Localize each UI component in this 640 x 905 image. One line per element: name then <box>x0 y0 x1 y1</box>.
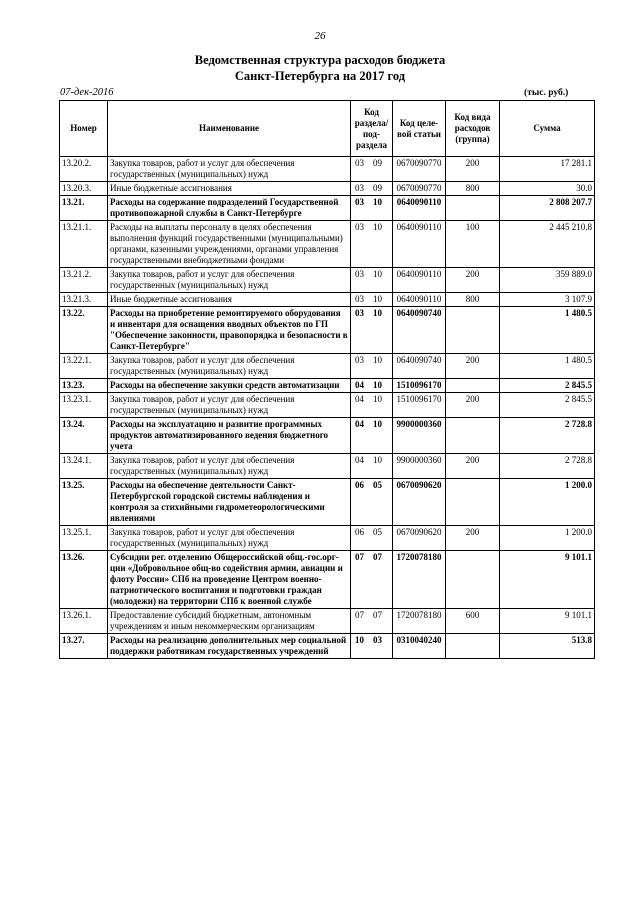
row-sum: 1 200.0 <box>500 526 595 551</box>
row-podrazdel-code: 09 <box>373 158 382 168</box>
row-kvr <box>446 479 500 526</box>
row-name: Иные бюджетные ассигнования <box>108 182 351 196</box>
row-razdel-code: 03 <box>355 294 364 304</box>
row-razdel <box>351 268 393 293</box>
table-header-row <box>60 101 595 157</box>
row-razdel <box>351 634 393 659</box>
row-name: Расходы на приобретение ремонтируемого оборудования и инвентаря для оснащения вводных объектов по ГП "Обеспечение законности, правопорядка и безопасности в Санкт-Петербурге" <box>108 307 351 354</box>
row-number: 13.25.1. <box>60 526 108 551</box>
table-row <box>60 182 595 196</box>
row-number: 13.23.1. <box>60 393 108 418</box>
row-razdel-code: 07 <box>355 552 364 562</box>
row-name: Закупка товаров, работ и услуг для обеспечения государственных (муниципальных) нужд <box>108 393 351 418</box>
row-sum: 9 101.1 <box>500 609 595 634</box>
row-kcs: 9900000360 <box>393 454 446 479</box>
row-podrazdel-code: 05 <box>373 480 382 490</box>
table-row <box>60 526 595 551</box>
row-razdel <box>351 526 393 551</box>
header-number: Номер <box>60 101 108 157</box>
row-kvr: 100 <box>446 221 500 268</box>
row-name: Закупка товаров, работ и услуг для обеспечения государственных (муниципальных) нужд <box>108 354 351 379</box>
row-razdel-code: 04 <box>355 380 364 390</box>
row-name: Закупка товаров, работ и услуг для обеспечения государственных (муниципальных) нужд <box>108 526 351 551</box>
row-kvr: 600 <box>446 609 500 634</box>
row-razdel-code: 04 <box>355 419 364 429</box>
row-name: Закупка товаров, работ и услуг для обеспечения государственных (муниципальных) нужд <box>108 268 351 293</box>
row-sum: 2 445 210.8 <box>500 221 595 268</box>
row-sum: 359 889.0 <box>500 268 595 293</box>
row-kcs: 0640090740 <box>393 354 446 379</box>
row-razdel <box>351 418 393 454</box>
row-number: 13.25. <box>60 479 108 526</box>
row-razdel-code: 03 <box>355 222 364 232</box>
row-name: Расходы на обеспечение закупки средств автоматизации <box>108 379 351 393</box>
row-kcs: 0670090770 <box>393 182 446 196</box>
table-row <box>60 393 595 418</box>
table-row <box>60 196 595 221</box>
row-kcs: 0640090110 <box>393 293 446 307</box>
row-kvr: 200 <box>446 354 500 379</box>
row-name: Закупка товаров, работ и услуг для обеспечения государственных (муниципальных) нужд <box>108 157 351 182</box>
row-kcs: 0670090620 <box>393 526 446 551</box>
row-razdel-code: 04 <box>355 455 364 465</box>
row-number: 13.26. <box>60 551 108 609</box>
row-kcs: 0640090110 <box>393 221 446 268</box>
table-row <box>60 418 595 454</box>
row-razdel <box>351 479 393 526</box>
row-sum: 2 845.5 <box>500 393 595 418</box>
row-kcs: 1720078180 <box>393 609 446 634</box>
header-kvr: Код вида расходов (группа) <box>446 101 500 157</box>
row-razdel <box>351 196 393 221</box>
row-kcs: 0310040240 <box>393 634 446 659</box>
row-number: 13.21. <box>60 196 108 221</box>
row-podrazdel-code: 03 <box>373 635 382 645</box>
row-razdel-code: 03 <box>355 308 364 318</box>
row-sum: 1 200.0 <box>500 479 595 526</box>
document-date: 07-дек-2016 <box>60 87 114 98</box>
table-row <box>60 634 595 659</box>
row-sum: 17 281.1 <box>500 157 595 182</box>
row-number: 13.27. <box>60 634 108 659</box>
row-number: 13.20.2. <box>60 157 108 182</box>
row-number: 13.22. <box>60 307 108 354</box>
row-kvr: 800 <box>446 293 500 307</box>
title-line-1: Ведомственная структура расходов бюджета <box>194 53 446 67</box>
table-row <box>60 268 595 293</box>
row-number: 13.24.1. <box>60 454 108 479</box>
row-podrazdel-code: 10 <box>373 355 382 365</box>
row-razdel-code: 03 <box>355 269 364 279</box>
row-podrazdel-code: 10 <box>373 455 382 465</box>
title-line-2: Санкт-Петербурга на 2017 год <box>234 69 406 83</box>
row-kvr <box>446 418 500 454</box>
row-name: Субсидии рег. отделению Общероссийской общ.-гос.орг-ции «Добровольное общ-во содействия армии, авиации и флоту России» СПб на проведение Центром военно-патриотического воспитания и подготовки граждан (молодежи) на территории СПб к военной службе <box>108 551 351 609</box>
row-kcs: 0670090620 <box>393 479 446 526</box>
page-number: 26 <box>314 30 326 42</box>
row-podrazdel-code: 07 <box>373 610 382 620</box>
row-name: Расходы на содержание подразделений Государственной противопожарной службы в Санкт-Петербурге <box>108 196 351 221</box>
header-sum: Сумма <box>500 101 595 157</box>
row-number: 13.21.2. <box>60 268 108 293</box>
row-kcs: 1720078180 <box>393 551 446 609</box>
row-name: Расходы на обеспечение деятельности Санкт-Петербургской городской системы наблюдения и контроля за стихийными гидрометеорологическими явлениями <box>108 479 351 526</box>
table-row <box>60 609 595 634</box>
row-number: 13.22.1. <box>60 354 108 379</box>
header-razdel: Код раздела/ под-раздела <box>351 101 393 157</box>
row-razdel-code: 03 <box>355 355 364 365</box>
document-title <box>0 52 640 84</box>
row-kcs: 0640090110 <box>393 196 446 221</box>
row-name: Расходы на эксплуатацию и развитие программных продуктов автоматизированного ведения бюджетного учета <box>108 418 351 454</box>
units-label: (тыс. руб.) <box>524 88 569 98</box>
row-podrazdel-code: 10 <box>373 308 382 318</box>
row-sum: 3 107.9 <box>500 293 595 307</box>
row-razdel <box>351 293 393 307</box>
row-number: 13.20.3. <box>60 182 108 196</box>
row-razdel <box>351 221 393 268</box>
table-row <box>60 307 595 354</box>
row-kcs: 1510096170 <box>393 393 446 418</box>
row-name: Расходы на выплаты персоналу в целях обеспечения выполнения функций государственными (муниципальными) органами, казенными учреждениями, органами управления государственными внебюджетными фондами <box>108 221 351 268</box>
row-podrazdel-code: 09 <box>373 183 382 193</box>
row-kcs: 1510096170 <box>393 379 446 393</box>
row-sum: 2 728.8 <box>500 418 595 454</box>
table-row <box>60 479 595 526</box>
row-razdel-code: 10 <box>355 635 364 645</box>
table-row <box>60 157 595 182</box>
row-sum: 513.8 <box>500 634 595 659</box>
row-razdel <box>351 454 393 479</box>
row-kvr: 200 <box>446 157 500 182</box>
row-number: 13.21.1. <box>60 221 108 268</box>
row-sum: 2 808 207.7 <box>500 196 595 221</box>
row-number: 13.24. <box>60 418 108 454</box>
row-kvr <box>446 196 500 221</box>
row-kvr <box>446 379 500 393</box>
table-row <box>60 293 595 307</box>
header-kcs: Код целе-вой статьи <box>393 101 446 157</box>
budget-table <box>59 100 595 659</box>
row-razdel-code: 06 <box>355 527 364 537</box>
row-name: Закупка товаров, работ и услуг для обеспечения государственных (муниципальных) нужд <box>108 454 351 479</box>
row-number: 13.23. <box>60 379 108 393</box>
row-razdel <box>351 609 393 634</box>
row-kcs: 0640090740 <box>393 307 446 354</box>
row-podrazdel-code: 10 <box>373 269 382 279</box>
row-razdel-code: 04 <box>355 394 364 404</box>
row-podrazdel-code: 10 <box>373 197 382 207</box>
row-name: Иные бюджетные ассигнования <box>108 293 351 307</box>
row-sum: 9 101.1 <box>500 551 595 609</box>
row-number: 13.26.1. <box>60 609 108 634</box>
row-razdel <box>351 307 393 354</box>
row-podrazdel-code: 07 <box>373 552 382 562</box>
row-kcs: 9900000360 <box>393 418 446 454</box>
row-sum: 1 480.5 <box>500 307 595 354</box>
row-razdel <box>351 551 393 609</box>
row-kvr: 200 <box>446 268 500 293</box>
row-razdel <box>351 354 393 379</box>
row-sum: 1 480.5 <box>500 354 595 379</box>
row-name: Расходы на реализацию дополнительных мер социальной поддержки работникам государственных учреждений <box>108 634 351 659</box>
row-razdel-code: 03 <box>355 183 364 193</box>
row-kvr: 200 <box>446 526 500 551</box>
row-kvr: 800 <box>446 182 500 196</box>
row-kcs: 0640090110 <box>393 268 446 293</box>
row-kvr: 200 <box>446 454 500 479</box>
row-razdel-code: 03 <box>355 158 364 168</box>
row-kvr <box>446 307 500 354</box>
row-kcs: 0670090770 <box>393 157 446 182</box>
row-razdel <box>351 379 393 393</box>
table-body <box>60 157 595 659</box>
row-razdel <box>351 182 393 196</box>
row-kvr: 200 <box>446 393 500 418</box>
table-row <box>60 221 595 268</box>
row-razdel-code: 03 <box>355 197 364 207</box>
row-podrazdel-code: 10 <box>373 419 382 429</box>
row-podrazdel-code: 05 <box>373 527 382 537</box>
row-sum: 2 728.8 <box>500 454 595 479</box>
row-podrazdel-code: 10 <box>373 394 382 404</box>
table-row <box>60 354 595 379</box>
row-name: Предоставление субсидий бюджетным, автономным учреждениям и иным некоммерческим организациям <box>108 609 351 634</box>
row-sum: 30.0 <box>500 182 595 196</box>
table-row <box>60 551 595 609</box>
row-razdel-code: 06 <box>355 480 364 490</box>
header-name: Наименование <box>108 101 351 157</box>
row-number: 13.21.3. <box>60 293 108 307</box>
table-row <box>60 379 595 393</box>
table-row <box>60 454 595 479</box>
row-razdel <box>351 157 393 182</box>
row-podrazdel-code: 10 <box>373 380 382 390</box>
row-kvr <box>446 551 500 609</box>
row-sum: 2 845.5 <box>500 379 595 393</box>
row-razdel-code: 07 <box>355 610 364 620</box>
row-razdel <box>351 393 393 418</box>
row-kvr <box>446 634 500 659</box>
row-podrazdel-code: 10 <box>373 222 382 232</box>
row-podrazdel-code: 10 <box>373 294 382 304</box>
